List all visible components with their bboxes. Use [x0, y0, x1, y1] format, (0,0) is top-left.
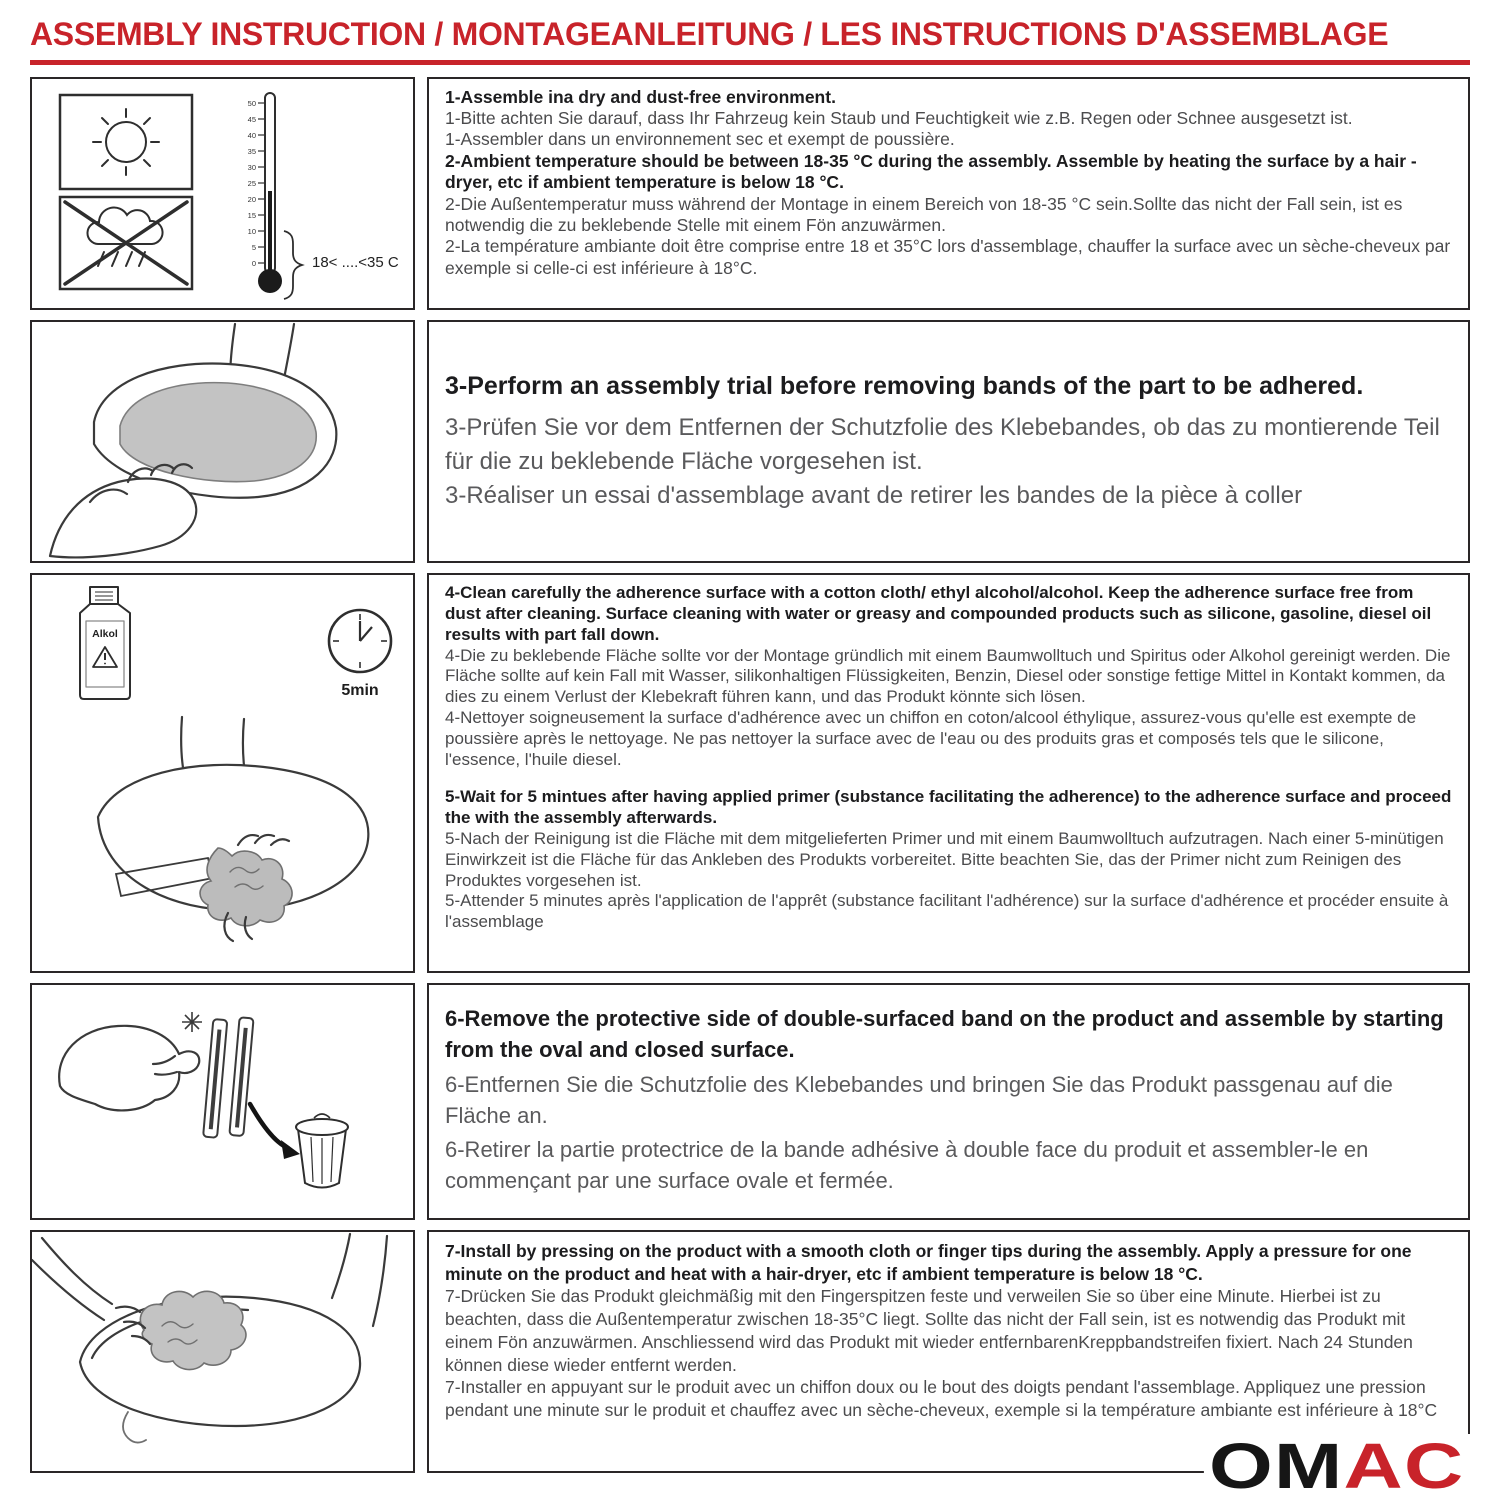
mirror-cleaning-drawing [98, 717, 368, 941]
step-7-de: 7-Drücken Sie das Produkt gleichmäßig mit den Fingerspitzen feste und verweilen Sie so über eine Minute. Hierbei ist zu beachten, dass die Außentemperatur zwischen 18-35°C liegt. Sollte das nicht der Fall sein, ist es notwendig das Produkt mit einem Fön anzuwärmen. Anschliessend wird das Produkt mit wieder entfernbarenKreppbandstreifen fixiert. Nach 24 Stunden können diese wieder entfernt werden. [445, 1286, 1413, 1375]
instruction-text-band-removal [427, 983, 1470, 1220]
instruction-row-cleaning [30, 573, 1470, 973]
press-install-illustration [32, 1232, 413, 1471]
title-underline [30, 60, 1470, 65]
mirror-trial-illustration [32, 322, 413, 561]
thermometer-icon [248, 93, 399, 299]
instruction-row-trial [30, 320, 1470, 563]
step-2-en: 2-Ambient temperature should be between 18-35 °C during the assembly. Assemble by heating the surface by a hair -dryer, etc if ambient temperature is below 18 °C. [445, 150, 1417, 193]
instruction-row-environment [30, 77, 1470, 310]
step-1-en: 1-Assemble ina dry and dust-free environment. [445, 86, 836, 107]
step-4-en: 4-Clean carefully the adherence surface with a cotton cloth/ ethyl alcohol/alcohol. Keep the adherence surface free from dust after cleaning. Surface cleaning with water or greasy and compounded products such as silicone, gasoline, diesel oil results with part fall down. [445, 582, 1432, 644]
tape-removal-illustration [32, 985, 413, 1218]
thermometer-tick-label: 25 [247, 178, 256, 188]
page-title: ASSEMBLY INSTRUCTION / MONTAGEANLEITUNG / LES INSTRUCTIONS D'ASSEMBLAGE [30, 16, 1389, 52]
step-2-de: 2-Die Außentemperatur muss während der Montage in einem Bereich von 18-35 °C sein.Sollte das nicht der Fall sein, ist es notwendig die zu beklebende Stelle mit einem Fön anzuwärmen. [445, 193, 1403, 235]
alcohol-bottle-icon [80, 587, 130, 699]
thermometer-tick-label: 20 [247, 194, 256, 204]
no-rain-icon [60, 197, 192, 289]
illustration-box-install [30, 1230, 415, 1473]
adhesive-strips-drawing [203, 1015, 253, 1140]
step-2-fr: 2-La température ambiante doit être comprise entre 18 et 35°C lors d'assemblage, chauffer la surface avec un sèche-cheveux par exemple si celle-ci est inférieure à 18°C. [445, 236, 1451, 278]
omac-logo-black-part: OM [1209, 1430, 1344, 1502]
thermometer-tick-label: 45 [247, 114, 256, 124]
header [30, 16, 1470, 65]
instruction-text-environment [427, 77, 1470, 310]
range-brace [284, 231, 302, 299]
step-3-fr: 3-Réaliser un essai d'assemblage avant de retirer les bandes de la pièce à coller [445, 482, 1303, 510]
thermometer-tick-label: 35 [247, 146, 256, 156]
trash-can-icon [296, 1114, 348, 1188]
thermometer-tick-label: 10 [247, 226, 256, 236]
step-1-de: 1-Bitte achten Sie darauf, dass Ihr Fahrzeug kein Staub und Feuchtigkeit wie z.B. Regen oder Schnee ausgesetzt ist. [445, 108, 1353, 129]
bottle-label: Alkol [92, 627, 118, 640]
instruction-text-trial [427, 320, 1470, 563]
step-7-en: 7-Install by pressing on the product with a smooth cloth or finger tips during the assembly. Apply a pressure for one minute on the product and heat with a hair-dryer, etc if ambient temperature is below 18 °C. [445, 1240, 1412, 1284]
step-5-en: 5-Wait for 5 mintues after having applied primer (substance facilitating the adherence) to the adherence surface and proceed the with the assembly afterwards. [445, 786, 1452, 827]
thermometer-tick-label: 15 [247, 210, 256, 220]
clock-duration-label: 5min [341, 681, 379, 699]
illustration-box-trial [30, 320, 415, 563]
step-1-fr: 1-Assembler dans un environnement sec et exempt de poussière. [445, 129, 955, 150]
cleaning-illustration [32, 575, 413, 971]
clock-icon [329, 610, 391, 672]
thermometer-tick-label: 50 [247, 98, 256, 108]
step-3-en: 3-Perform an assembly trial before removing bands of the part to be adhered. [445, 372, 1364, 401]
illustration-box-cleaning [30, 573, 415, 973]
sun-icon [60, 95, 192, 189]
omac-logo-red-part: AC [1344, 1430, 1465, 1502]
side-mirror-drawing [94, 324, 336, 498]
hand-peeling-drawing [59, 1026, 199, 1111]
thermometer-tick-label: 0 [251, 258, 256, 268]
step-4-fr: 4-Nettoyer soigneusement la surface d'adhérence avec un chiffon en coton/alcool éthylique, assurez-vous qu'elle est exempte de poussière après le nettoyage. Ne pas nettoyer la surface avec de l'eau ou des produits gras et composés tels que le silicone, l'essence, l'huile diesel. [445, 708, 1417, 770]
step-6-de: 6-Entfernen Sie die Schutzfolie des Klebebandes und bringen Sie das Produkt passgenau auf die Fläche an. [445, 1071, 1393, 1128]
step-5-fr: 5-Attender 5 minutes après l'application de l'apprêt (substance facilitant l'adhérence) sur la surface d'adhérence et procéder ensuite à l'assemblage [445, 891, 1449, 932]
illustration-box-environment [30, 77, 415, 310]
thermometer-tick-label: 5 [251, 242, 256, 252]
step-4-de: 4-Die zu beklebende Fläche sollte vor der Montage gründlich mit einem Baumwolltuch und Spiritus oder Alkohol gereinigt werden. Die Fläche sollte auf kein Fall mit Wasser, silikonhaltigen Flüssigkeiten, Benzin, Diesel oder sonstige fettige Mittel in Kontakt kommen, da dies zu einem Verlust der Klebekraft führen kann, und das Produkt könnte sich lösen. [445, 645, 1451, 707]
instruction-row-band-removal [30, 983, 1470, 1220]
temperature-range-label: 18< ....<35 C [312, 253, 399, 271]
step-3-de: 3-Prüfen Sie vor dem Entfernen der Schutzfolie des Klebebandes, ob das zu montierende Teil für die zu beklebende Fläche vorgesehen ist. [445, 413, 1440, 475]
step-5-de: 5-Nach der Reinigung ist die Fläche mit dem mitgelieferten Primer und mit einem Baumwolltuch aufzutragen. Nach einer 5-minütigen Einwirkzeit ist die Fläche für das Ankleben des Produkts vorbereitet. Bitte beachten Sie, das der Primer nicht zum Reinigen des Produktes vorgesehen ist. [445, 828, 1444, 890]
illustration-box-band-removal [30, 983, 415, 1220]
sparkle-icon [182, 1012, 202, 1032]
thermometer-tick-label: 40 [247, 130, 256, 140]
thermometer-tick-label: 30 [247, 162, 256, 172]
step-7-fr: 7-Installer en appuyant sur le produit avec un chiffon doux ou le bout des doigts pendant l'assemblage. Appliquez une pression pendant une minute sur le produit et chauffez avec un sèche-cheveux, exemple si la température ambiante est inférieure à 18°C [445, 1377, 1438, 1421]
step-6-fr: 6-Retirer la partie protectrice de la bande adhésive à double face du produit et assembler-le en commençant par une surface ovale et fermée. [445, 1137, 1369, 1194]
omac-logo [1204, 1430, 1470, 1502]
step-6-en: 6-Remove the protective side of double-surfaced band on the product and assemble by starting from the oval and closed surface. [445, 1006, 1444, 1063]
arrow-icon [250, 1104, 300, 1159]
instruction-text-cleaning [427, 573, 1470, 973]
environment-illustration [32, 79, 413, 308]
